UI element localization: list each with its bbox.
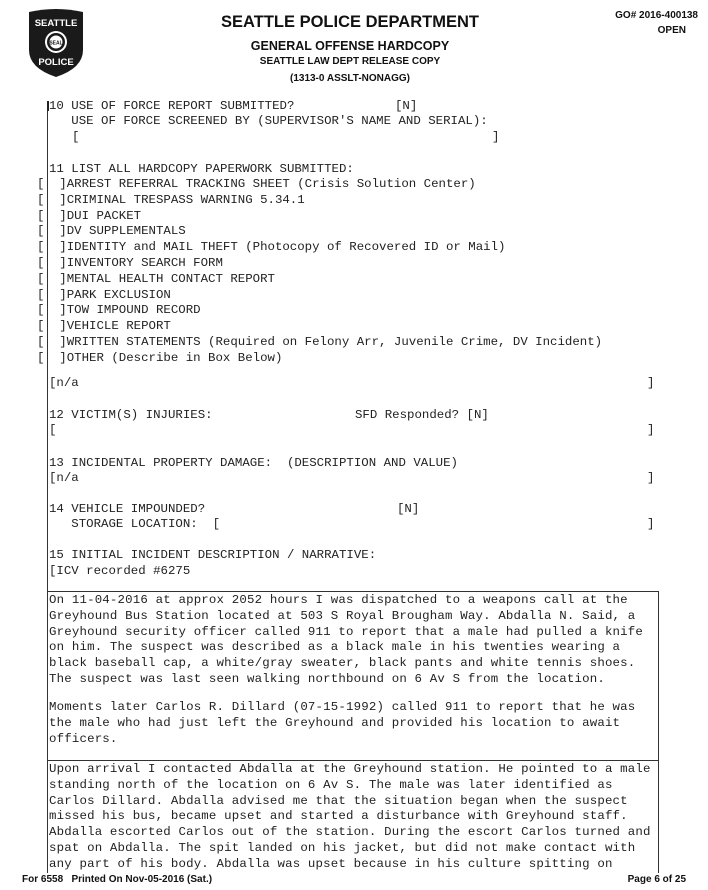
narrative-line: spat on Abdalla. The spit landed on his jacket, but did not make contact with [49, 840, 636, 855]
release-copy-label: SEATTLE LAW DEPT RELEASE COPY [259, 56, 441, 67]
section-13-heading: 13 INCIDENTAL PROPERTY DAMAGE: (DESCRIPTION AND VALUE) [49, 456, 458, 470]
section-11-paperwork-list [37, 177, 602, 366]
narrative-paragraph-1 [49, 593, 643, 687]
paperwork-item: [ ]DV SUPPLEMENTALS [37, 224, 186, 239]
narrative-line: standing north of the location on 6 Av S. The male was later identified as [49, 777, 613, 792]
section-10-question: 10 USE OF FORCE REPORT SUBMITTED? [49, 99, 295, 113]
police-badge-logo [25, 6, 87, 78]
case-status: OPEN [657, 25, 686, 36]
narrative-line: on him. The suspect was described as a black male in his twenties wearing a [49, 640, 621, 655]
narrative-line: missed his bus, became upset and started a disturbance with Greyhound staff. [49, 809, 628, 824]
report-subtitle: GENERAL OFFENSE HARDCOPY [250, 39, 450, 53]
narrative-line: black baseball cap, a white/gray sweater, black pants and white tennis shoes. [49, 656, 636, 671]
narrative-box-top [47, 591, 659, 592]
paperwork-item: [ ]CRIMINAL TRESPASS WARNING 5.34.1 [37, 192, 305, 207]
narrative-line: Upon arrival I contacted Abdalla at the Greyhound station. He pointed to a male [49, 762, 651, 776]
narrative-box-right [658, 591, 659, 873]
narrative-line: the male who had just left the Greyhound and provided his location to await [49, 715, 621, 730]
narrative-line: Greyhound Bus Station located at 503 S Royal Brougham Way. Abdalla N. Said, a [49, 608, 636, 623]
section-10-value: [N] [395, 99, 418, 113]
section-11-box-close: ] [647, 376, 655, 390]
paperwork-item: [ ]WRITTEN STATEMENTS (Required on Felony Arr, Juvenile Crime, DV Incident) [37, 334, 603, 349]
narrative-line: Greyhound security officer called 911 to report that a male had pulled a knife [49, 624, 644, 639]
badge-seal-text: SEAL [49, 40, 63, 47]
footer-page-number: Page 6 of 25 [627, 874, 686, 885]
section-11-heading: 11 LIST ALL HARDCOPY PAPERWORK SUBMITTED: [49, 162, 354, 176]
section-13-value: [n/a [49, 471, 79, 485]
paperwork-item: [ ]ARREST REFERRAL TRACKING SHEET (Crisis Solution Center) [37, 177, 476, 191]
footer-printed-on: For 6558 Printed On Nov-05-2016 (Sat.) [22, 874, 213, 885]
section-14-value: [N] [397, 502, 420, 516]
paperwork-item: [ ]IDENTITY and MAIL THEFT (Photocopy of Recovered ID or Mail) [37, 240, 506, 255]
section-14-heading: 14 VEHICLE IMPOUNDED? [49, 502, 206, 516]
paperwork-item: [ ]OTHER (Describe in Box Below) [37, 350, 283, 365]
section-10-bracket-close: ] [492, 130, 500, 144]
section-15-icv: [ICV recorded #6275 [49, 564, 191, 578]
section-15-heading: 15 INITIAL INCIDENT DESCRIPTION / NARRATIVE: [49, 548, 377, 562]
offense-code: (1313-0 ASSLT-NONAGG) [289, 73, 411, 84]
narrative-line: Moments later Carlos R. Dillard (07-15-1992) called 911 to report that he was [49, 700, 636, 714]
paperwork-item: [ ]VEHICLE REPORT [37, 319, 171, 334]
section-14-storage-location: STORAGE LOCATION: [ [49, 517, 221, 531]
narrative-paragraph-3 [49, 762, 651, 872]
section-10-screened-by: USE OF FORCE SCREENED BY (SUPERVISOR'S NAME AND SERIAL): [49, 114, 488, 128]
badge-top-text: SEATTLE [34, 18, 78, 29]
section-10-bracket-open: [ [72, 130, 80, 144]
narrative-divider [47, 760, 659, 761]
section-12-heading: 12 VICTIM(S) INJURIES: [49, 408, 213, 422]
section-12-sfd-responded: SFD Responded? [N] [355, 408, 489, 422]
narrative-line: On 11-04-2016 at approx 2052 hours I was dispatched to a weapons call at the [49, 593, 628, 607]
narrative-paragraph-2 [49, 700, 635, 747]
go-number: GO# 2016-400138 [615, 10, 698, 21]
narrative-line: Abdalla escorted Carlos out of the station. During the escort Carlos turned and [49, 825, 651, 840]
section-12-bracket-open: [ [49, 423, 57, 437]
paperwork-item: [ ]INVENTORY SEARCH FORM [37, 255, 223, 270]
narrative-line: The suspect was last seen walking northbound on 6 Av S from the location. [49, 671, 605, 686]
paperwork-item: [ ]TOW IMPOUND RECORD [37, 303, 201, 318]
section-11-box-value: [n/a [49, 376, 79, 390]
paperwork-item: [ ]DUI PACKET [37, 208, 142, 223]
narrative-line: any part of his body. Abdalla was upset because in his culture spitting on [49, 856, 613, 871]
department-title: SEATTLE POLICE DEPARTMENT [221, 13, 479, 31]
paperwork-item: [ ]MENTAL HEALTH CONTACT REPORT [37, 271, 275, 286]
badge-bottom-text: POLICE [38, 57, 74, 68]
section-12-bracket-close: ] [647, 423, 655, 437]
section-14-bracket-close: ] [647, 517, 655, 531]
paperwork-item: [ ]PARK EXCLUSION [37, 287, 171, 302]
section-13-bracket-close: ] [647, 471, 655, 485]
narrative-line: Carlos Dillard. Abdalla advised me that the situation began when the suspect [49, 793, 628, 808]
narrative-line: officers. [49, 731, 118, 746]
